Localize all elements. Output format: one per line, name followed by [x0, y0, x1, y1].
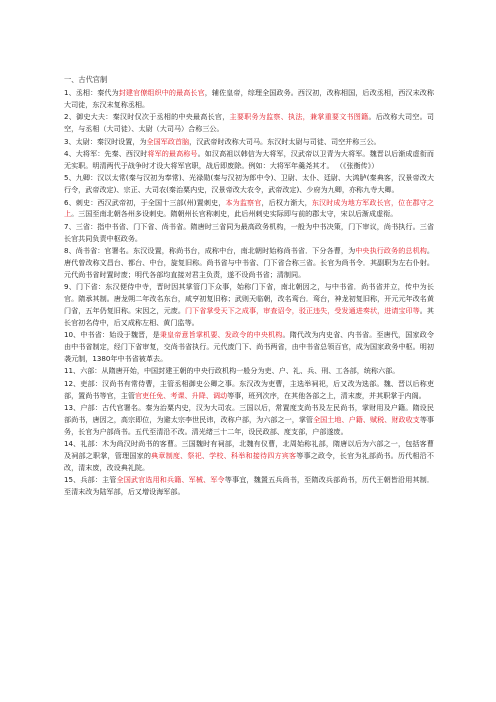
paragraph-text: ，后权力渐大，: [261, 197, 312, 207]
highlighted-text: 将军的最高称号: [147, 149, 198, 158]
highlighted-text: 主要职务为监察、执法，兼掌重要文书图籍: [229, 112, 369, 122]
paragraph-text: 6、刺史：西汉武帝初，于全国十三部(州)置刺史，: [64, 197, 226, 207]
paragraph: [64, 197, 434, 221]
paragraph: [64, 87, 434, 111]
highlighted-text: 本为监察官: [225, 197, 262, 207]
paragraph-text: ，辅佐皇帝，综理全国政务。西汉初，改称相国，后改丞相，西汉末改称大司徒，东汉末复称丞相。: [64, 88, 434, 109]
highlighted-text: 门下省掌受天下之成事，审查诏令，驳正违失，受发通进奏状，进请宝印等: [184, 305, 420, 315]
paragraph-text: 4、大将军：先秦、西汉时: [64, 149, 148, 158]
highlighted-text: 典章制度、祭祀、学校、科举和接待四方宾客: [151, 451, 297, 461]
highlighted-text: 全国军政首脑: [146, 136, 190, 146]
paragraph-text: 13、户部：古代官署名。秦为治粟内史，汉为大司农。三国以后，常置度支尚书及左民尚书，掌财用及户籍。隋设民部尚书，唐因之，高宗即位，为避太宗李世民讳，改称户部，为六部之一，掌管: [64, 403, 434, 424]
paragraph-text: ，汉武帝时改称大司马。东汉时太尉与司徒、司空并称三公。: [189, 136, 381, 146]
paragraph: [64, 172, 434, 196]
paragraph-text: 10、中书省：始设于魏晋，是: [64, 330, 160, 340]
paragraph-text: 。隋代改为内史省、内书省。至唐代，国家政令由中书省制定，经门下省审复，交尚书省执行。元代废门下、尚书两省，由中书省总领百官，成为国家政务中枢。明初袭元制，1380年中书省被革去。: [64, 330, 435, 363]
paragraph-text: 12、吏部：汉尚书有常侍曹，主管丞相御史公卿之事。东汉改为吏曹，主选举祠祀，后又改为选部。魏、晋以后称吏部，置尚书等官，主管: [64, 378, 434, 400]
paragraph-text: 。后改称大司空。司空，与丞相（大司徒）、太尉（大司马）合称三公。: [64, 112, 435, 134]
paragraph: [64, 329, 434, 365]
paragraph-text: 等事务，长官为户部尚书。五代至清沿不改。清光绪三十二年，设民政部、度支部，户部遂废。: [64, 414, 435, 436]
paragraph: [64, 378, 434, 402]
paragraph-text: 1、丞相：秦代为: [64, 88, 119, 97]
paragraph-text: 8、尚书省：官署名。东汉设置，称尚书台，成称中台，南北朝时始称尚书省．下分各曹，为: [64, 246, 356, 256]
paragraph-text: 。唐代曾改称文昌台、都台、中台，旋复旧称。尚书省与中书省、门下省合称三省。长官为尚书令．其副职为左右仆射。元代尚书省时置时废；明代各部均直接对君主负责，遂不设尚书省；清制同。: [64, 246, 435, 279]
paragraph-text: 。如汉高祖以韩信为大将军，汉武帝以卫青为大将军。魏晋以后渐成虚衔而无实职。明清两代于战争时才设大将军官职，战后即废除。例如：大将军年羹尧其才。 （《张衡传》）: [64, 149, 435, 170]
highlighted-text: 全国武官选用和兵籍、军械、军令: [116, 475, 225, 485]
highlighted-text: 封建官僚组织中的最高长官: [118, 88, 205, 97]
paragraph-text: 等事之政令，长官为礼部尚书。历代相沿不改，清末废，改设典礼院。: [64, 451, 435, 472]
paragraph-text: 11、六部：从隋唐开始，中国封建王朝的中央行政机构一般分为吏、户、礼、兵、刑、工各部，统称六部。: [64, 366, 400, 376]
paragraph-text: 15、兵部：主管: [64, 475, 117, 485]
paragraph: [64, 111, 434, 135]
paragraph: [64, 402, 434, 438]
highlighted-text: 中央执行政务的总机构: [355, 246, 427, 256]
section-title: 一、古代官制: [64, 75, 108, 84]
document-body: [64, 87, 434, 498]
paragraph-text: 7、三省：指中书省、门下省、尚书省。隋唐时三省同为最高政务机构，一般为中书决策，门下审议，尚书执行。三省长官共同负责中枢政务。: [64, 221, 434, 243]
paragraph: [64, 474, 434, 498]
paragraph-text: 2、御史大夫：秦汉时仅次于丞相的中央最高长官，: [64, 112, 230, 122]
paragraph-text: 9、门下省：东汉便侍中寺，晋时因其掌管门下众事，始称门下省，南北朝因之，与中书省．尚书省并立，传中为长官。隋承其制。唐龙朔二年改名东台，咸亨初复旧称；武则天临朝，改名鸾台．鸾台，神龙初复旧称，开元元年改名黄门省，五年仍复旧称。宋因之，元废。: [64, 282, 434, 315]
paragraph-text: 14、礼部：木为尚汉时尚书的客曹。三国魏时有祠部，北魏有仪曹，北周始称礼部，隋唐以后为六部之一，包括客曹及祠部之职掌，管理国家的: [64, 439, 434, 461]
paragraph-text: 3、太尉：秦汉时设置，为: [64, 136, 147, 146]
paragraph: [64, 281, 434, 328]
highlighted-text: 官吏任免、考课、升降、调动: [134, 390, 228, 400]
paragraph-text: 。其长官初名侍中，后又成称左相、黄门监等。: [64, 305, 435, 327]
paragraph-text: 等事，班列次序，在其他各部之上，清末废，并其职掌于内阁。: [227, 390, 426, 400]
paragraph-text: 。三国至南北朝各州多设刺史。隋朝州长官称刺史，此后州刺史实际即与前的郡太守，宋以后渐成虚衔。: [71, 209, 398, 219]
highlighted-text: 秉皇帝意旨掌机要、发政令的中央机构: [159, 330, 283, 340]
paragraph-text: 5、九卿：汉以太常(秦与汉初为奉常)、光禄勋(秦与汉初为郎中令)、卫尉、太仆、廷尉、大鸿胪(秦典客，汉景帝改大行令，武帝改定)、宗正、大司农(秦治粟内史，汉景帝改大农令，武帝改定)、少府为九卿，亦称九寺大卿。: [64, 173, 434, 195]
paragraph: [64, 148, 434, 172]
paragraph-text: 等事宜，魏置五兵尚书，至隋改兵部尚书，历代王朝皆沿用其制．至清末改为陆军部，后又增设海军部。: [64, 475, 434, 497]
paragraph: [64, 365, 434, 377]
paragraph: [64, 438, 434, 474]
paragraph: [64, 245, 434, 281]
paragraph: [64, 136, 434, 148]
highlighted-text: 东汉时成为地方军政长官，位在郡守之上: [64, 197, 435, 219]
highlighted-text: 全国土地、户籍、赋税、财政收支: [313, 414, 420, 424]
paragraph: [64, 221, 434, 245]
